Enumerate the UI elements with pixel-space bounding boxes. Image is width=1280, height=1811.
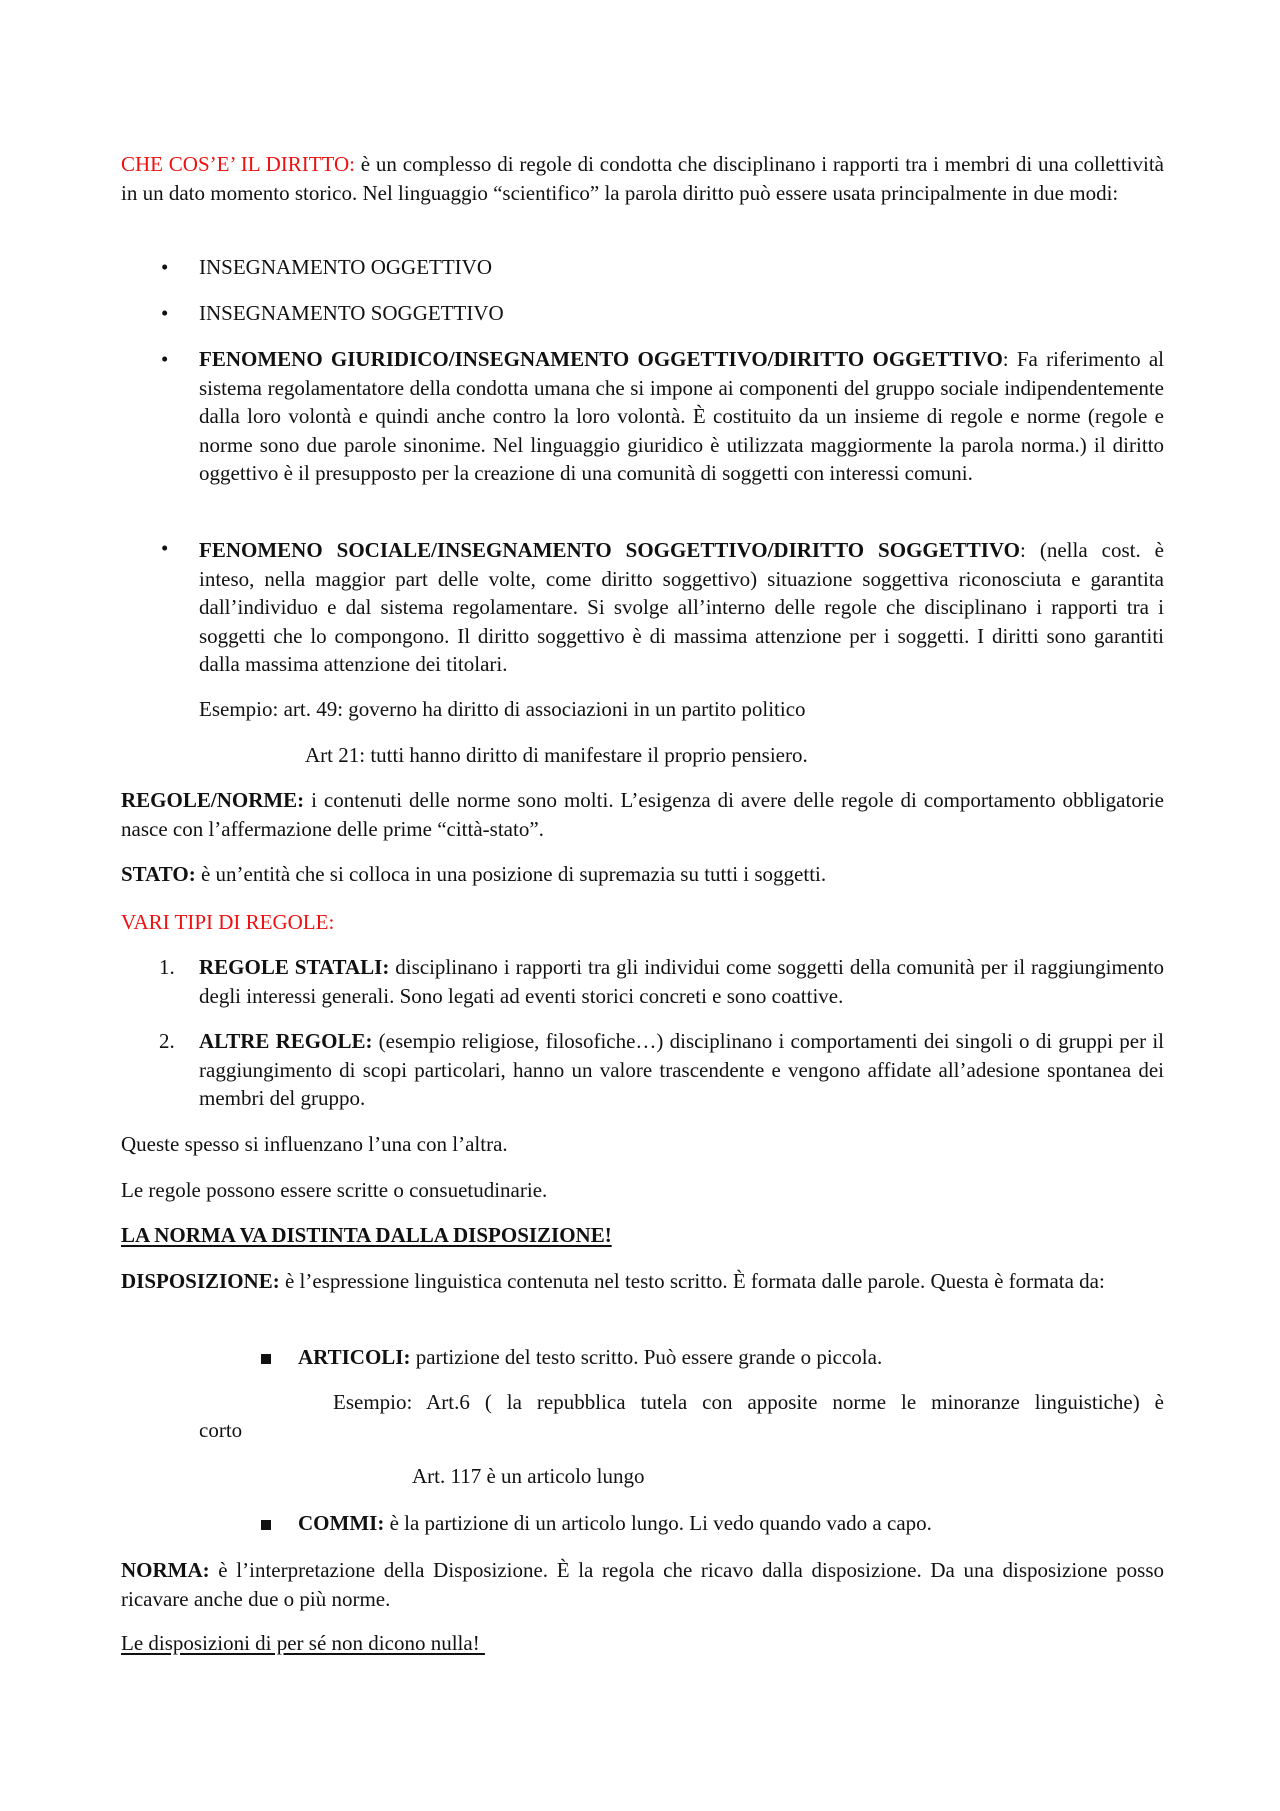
intro-text: è un complesso di regole di condotta che disciplinano i rapporti tra i membri di una collettività in un dato momento storico. Nel linguaggio “scientifico” la parola diritto può essere usata principalmente in due modi: [121, 152, 1164, 205]
bullet-marker: • [161, 536, 169, 560]
scritte-paragraph: Le regole possono essere scritte o consuetudinarie. [121, 1178, 548, 1202]
stato-text: è un’entità che si colloca in una posizione di supremazia su tutti i soggetti. [195, 862, 827, 886]
numbered-item-text: (esempio religiose, filosofiche…) disciplinano i comportamenti dei singoli o di gruppi per il raggiungimento di scopi particolari, hanno un valore trascendente e vengono affidate all’adesione spontanea dei membri del gruppo. [199, 1029, 1164, 1110]
norma-distinta-heading [121, 1221, 1164, 1250]
articoli-item [298, 1343, 1164, 1372]
queste-paragraph: Queste spesso si influenzano l’una con l’altra. [121, 1132, 508, 1156]
intro-paragraph [121, 150, 1164, 207]
norma-text: è l’interpretazione della Disposizione. È la regola che ricavo dalla disposizione. Da una disposizione posso ricavare anche due o più norme. [121, 1558, 1164, 1611]
norma-label: NORMA: [121, 1558, 210, 1582]
commi-text: è la partizione di un articolo lungo. Li vedo quando vado a capo. [384, 1511, 932, 1535]
list-item-text: INSEGNAMENTO OGGETTIVO [199, 255, 492, 279]
example-art49: Esempio: art. 49: governo ha diritto di associazioni in un partito politico [199, 697, 806, 721]
bullet-marker: • [161, 347, 169, 371]
number-marker: 2. [159, 1029, 175, 1053]
square-bullet-icon [261, 1343, 271, 1372]
list-item [199, 299, 1164, 328]
numbered-item [199, 953, 1164, 1010]
example-art6: Esempio: Art.6 ( la repubblica tutela con apposite norme le minoranze linguistiche) è [333, 1390, 1164, 1414]
norma-paragraph [121, 1556, 1164, 1613]
disposizione-paragraph [121, 1267, 1164, 1296]
intro-heading: CHE COS’E’ IL DIRITTO: [121, 152, 355, 176]
regole-label: REGOLE/NORME: [121, 788, 305, 812]
list-item-label: FENOMENO GIURIDICO/INSEGNAMENTO OGGETTIVO/DIRITTO OGGETTIVO [199, 347, 1003, 371]
disposizione-text: è l’espressione linguistica contenuta nel testo scritto. È formata dalle parole. Questa è formata da: [279, 1269, 1105, 1293]
example-art6-cont: corto [199, 1418, 243, 1442]
vari-tipi-heading: VARI TIPI DI REGOLE: [121, 910, 335, 934]
commi-item [298, 1509, 1164, 1538]
number-marker: 1. [159, 955, 175, 979]
bullet-marker: • [161, 255, 169, 279]
regole-paragraph [121, 786, 1164, 843]
list-item [199, 536, 1164, 679]
norma-distinta-text: LA NORMA VA DISTINTA DALLA DISPOSIZIONE! [121, 1223, 612, 1247]
stato-label: STATO: [121, 862, 196, 886]
list-item-text: INSEGNAMENTO SOGGETTIVO [199, 301, 504, 325]
numbered-item-text: disciplinano i rapporti tra gli individui come soggetti della comunità per il raggiungimento degli interessi generali. Sono legati ad eventi storici concreti e sono coattive. [199, 955, 1164, 1008]
numbered-item-label: ALTRE REGOLE: [199, 1029, 373, 1053]
disposizione-label: DISPOSIZIONE: [121, 1269, 280, 1293]
commi-label: COMMI: [298, 1511, 385, 1535]
example-art21: Art 21: tutti hanno diritto di manifestare il proprio pensiero. [305, 743, 808, 767]
regole-text: i contenuti delle norme sono molti. L’esigenza di avere delle regole di comportamento obbligatorie nasce con l’affermazione delle prime “città-stato”. [121, 788, 1164, 841]
bullet-marker: • [161, 301, 169, 325]
list-item-label: FENOMENO SOCIALE/INSEGNAMENTO SOGGETTIVO/DIRITTO SOGGETTIVO [199, 538, 1021, 562]
stato-paragraph [121, 860, 1164, 889]
closing-text: Le disposizioni di per sé non dicono nulla! [121, 1631, 485, 1655]
closing-paragraph [121, 1629, 1164, 1658]
list-item [199, 253, 1164, 282]
list-item-text: : Fa riferimento al sistema regolamentatore della condotta umana che si impone ai componenti del gruppo sociale indipendentemente dalla loro volontà e quindi anche contro la loro volontà. È costituito da un insieme di regole e norme (regole e norme sono due parole sinonime. Nel linguaggio giuridico è utilizzata maggiormente la parola norma.) il diritto oggettivo è il presupposto per la creazione di una comunità di soggetti con interessi comuni. [199, 347, 1164, 485]
articoli-label: ARTICOLI: [298, 1345, 411, 1369]
numbered-item [199, 1027, 1164, 1113]
articoli-text: partizione del testo scritto. Può essere grande o piccola. [410, 1345, 883, 1369]
example-art117: Art. 117 è un articolo lungo [412, 1464, 645, 1488]
list-item-text: : (nella cost. è inteso, nella maggior part delle volte, come diritto soggettivo) situazione soggettiva riconosciuta e garantita dall’individuo e dal sistema regolamentare. Si svolge all’interno delle regole che disciplinano i rapporti tra i soggetti che lo compongono. Il diritto soggettivo è di massima attenzione per i soggetti. I diritti sono garantiti dalla massima attenzione dei titolari. [199, 538, 1164, 676]
square-bullet-icon [261, 1509, 271, 1538]
numbered-item-label: REGOLE STATALI: [199, 955, 390, 979]
list-item [199, 345, 1164, 488]
